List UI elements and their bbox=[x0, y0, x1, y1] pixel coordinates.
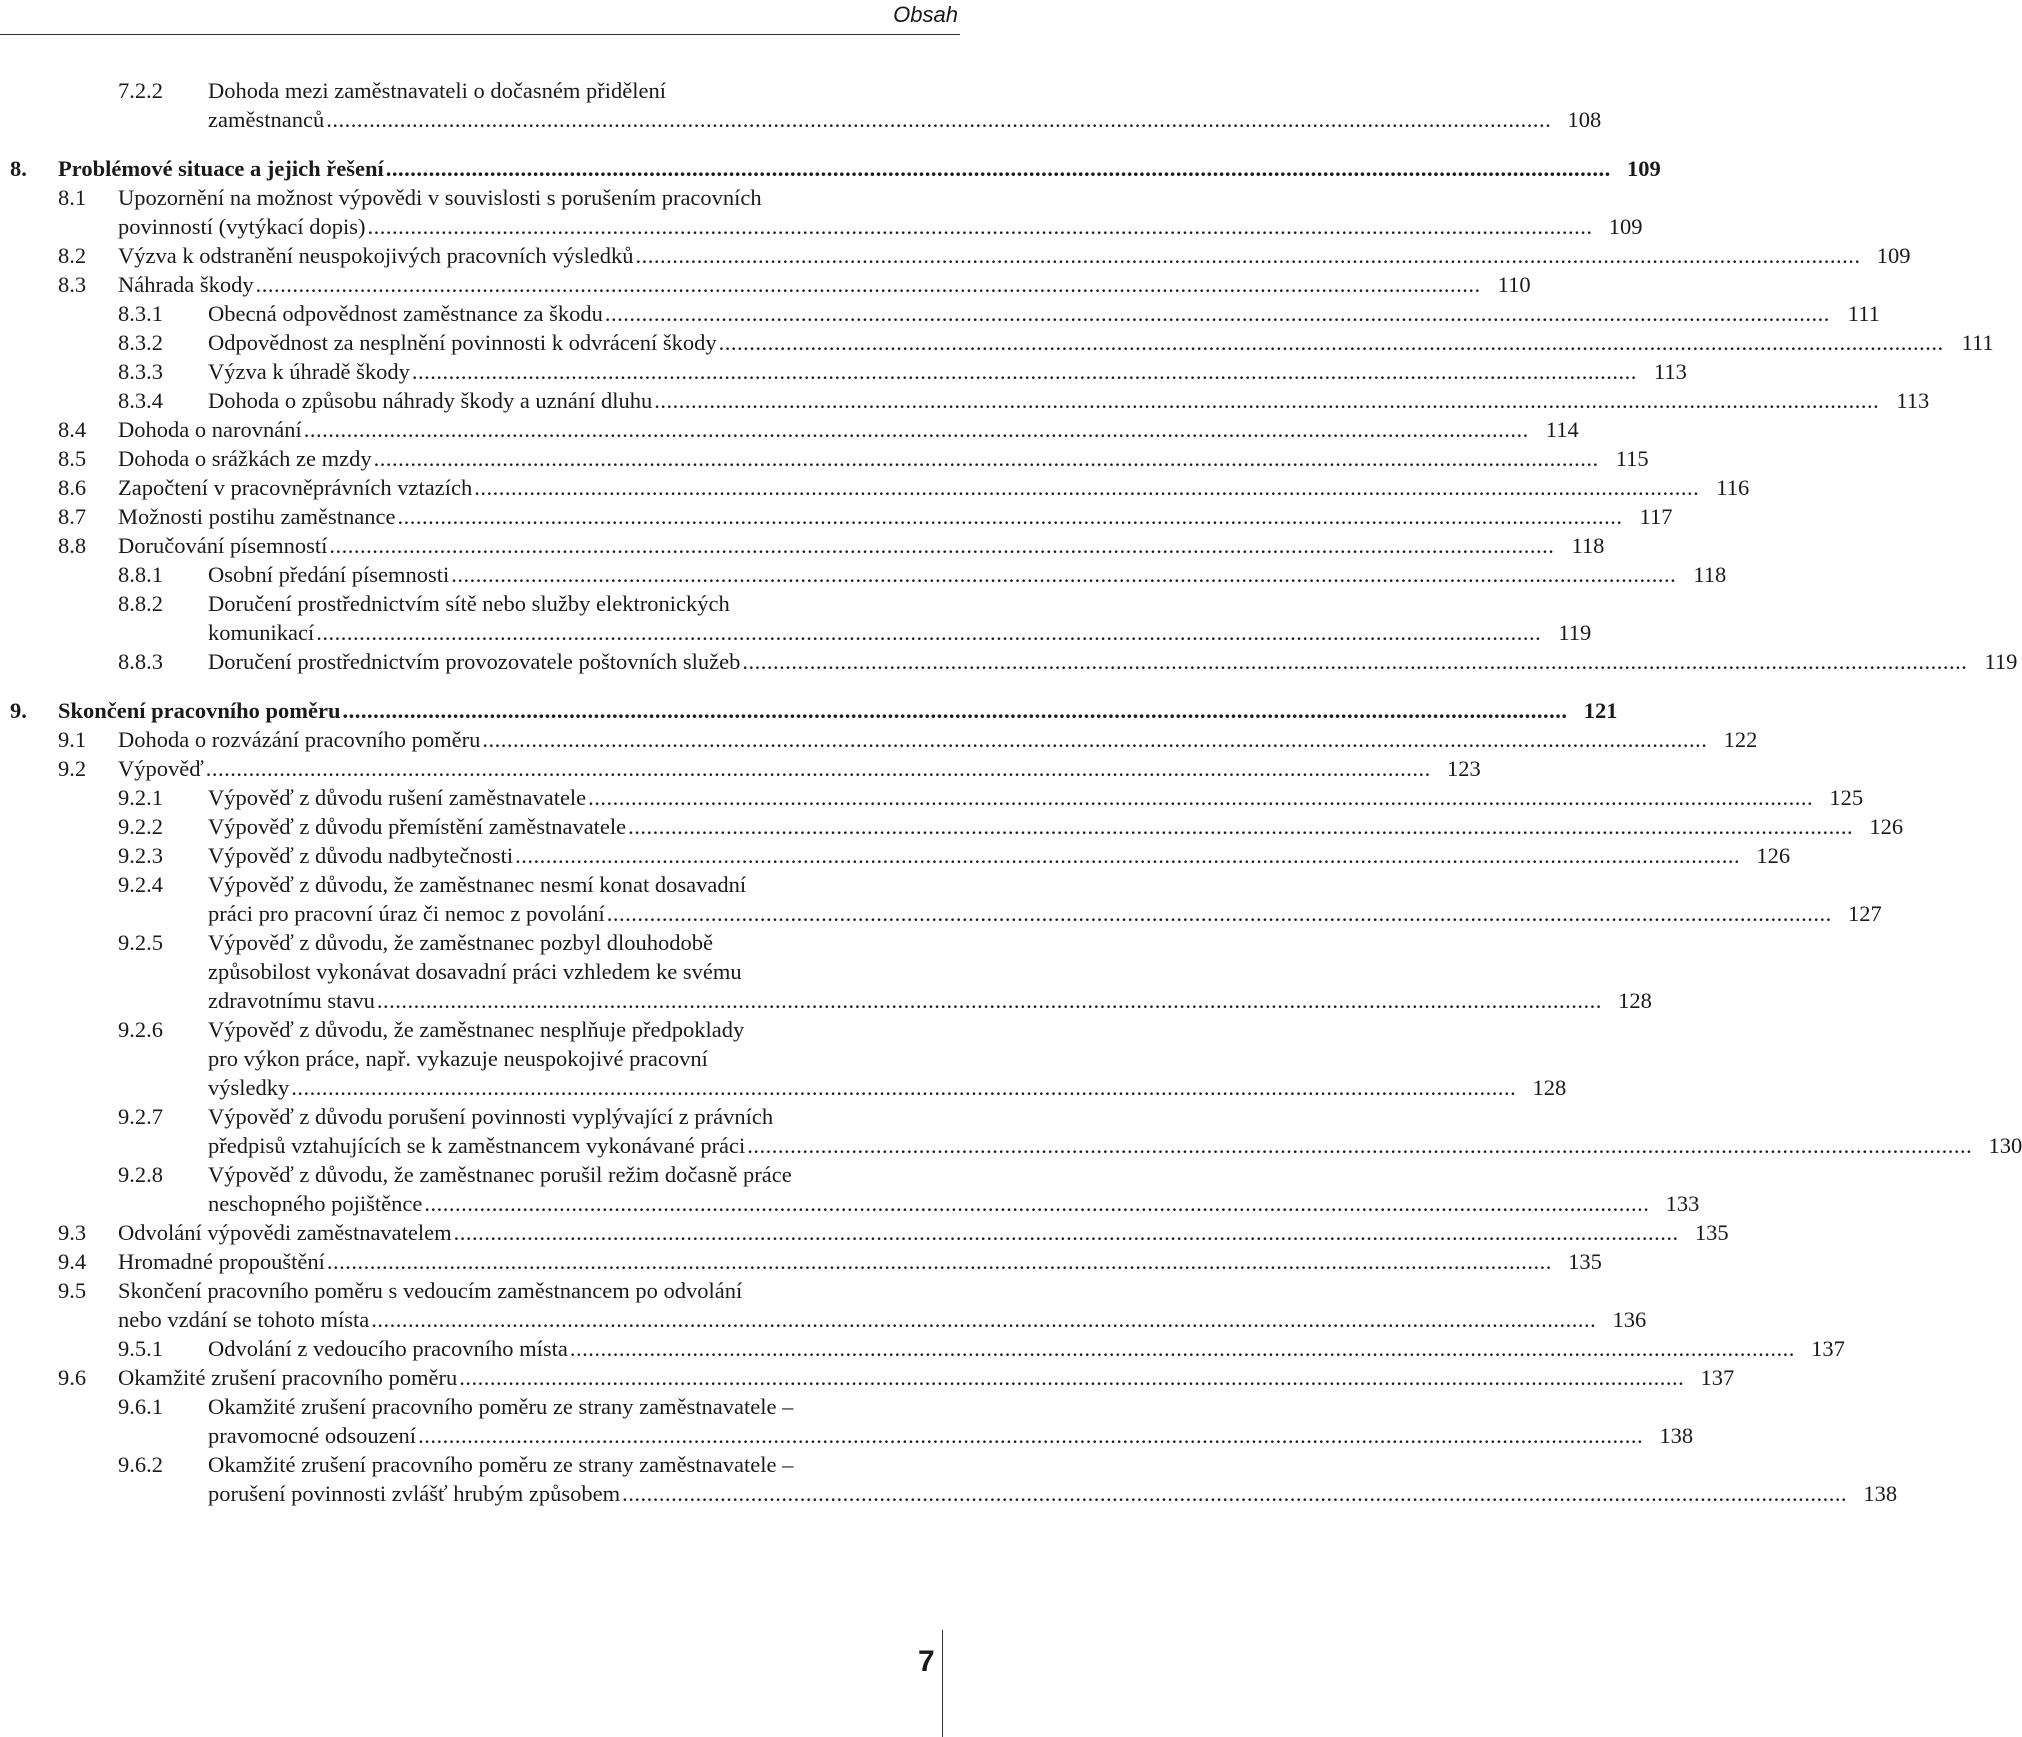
toc-entry-title-line: Započtení v pracovněprávních vztazích bbox=[118, 475, 473, 500]
toc-entry-title-line: Výpověď z důvodu porušení povinnosti vyplývající z právních bbox=[208, 1104, 774, 1129]
toc-entry[interactable] bbox=[0, 647, 2018, 676]
toc-entry-number: 9.5 bbox=[58, 1278, 87, 1303]
toc-entry-title-line: Výzva k odstranění neuspokojivých pracovních výsledků bbox=[118, 243, 634, 268]
toc-entry-title-line: Upozornění na možnost výpovědi v souvislosti s porušením pracovních bbox=[118, 185, 762, 210]
toc-entry[interactable] bbox=[0, 386, 1930, 415]
toc-entry-number: 9.2.7 bbox=[118, 1104, 163, 1129]
dot-leader: ........................................................................................................................................................................................................ bbox=[373, 446, 1599, 471]
toc-entry-title-line: předpisů vztahujících se k zaměstnancem vykonávané práci bbox=[208, 1133, 746, 1158]
toc-entry-title-line: Hromadné propouštění bbox=[118, 1249, 325, 1274]
toc-entry-page: 137 bbox=[1700, 1365, 1735, 1390]
toc-entry[interactable] bbox=[0, 1247, 1602, 1276]
toc-entry-number: 8.3.3 bbox=[118, 359, 163, 384]
toc-entry[interactable] bbox=[0, 560, 1727, 589]
toc-entry-page: 138 bbox=[1863, 1481, 1898, 1506]
table-of-contents bbox=[0, 76, 2022, 1508]
toc-entry[interactable] bbox=[0, 1450, 1898, 1508]
toc-entry[interactable] bbox=[0, 415, 1579, 444]
dot-leader: ........................................................................................................................................................................................................ bbox=[635, 243, 1861, 268]
toc-entry-number: 7.2.2 bbox=[118, 78, 163, 103]
toc-entry-number: 9.2 bbox=[58, 756, 87, 781]
toc-entry[interactable] bbox=[0, 696, 1618, 725]
dot-leader: ........................................................................................................................................................................................................ bbox=[329, 533, 1555, 558]
dot-leader: ........................................................................................................................................................................................................ bbox=[459, 1365, 1685, 1390]
toc-entry-title-line: nebo vzdání se tohoto místa bbox=[118, 1307, 370, 1332]
dot-leader: ........................................................................................................................................................................................................ bbox=[205, 756, 1431, 781]
toc-entry-page: 116 bbox=[1716, 475, 1750, 500]
toc-entry-title-line: Dohoda o narovnání bbox=[118, 417, 302, 442]
toc-entry-title-line: Dohoda o způsobu náhrady škody a uznání dluhu bbox=[208, 388, 653, 413]
toc-entry[interactable] bbox=[0, 1160, 1700, 1218]
dot-leader: ........................................................................................................................................................................................................ bbox=[367, 214, 1593, 239]
toc-entry-number: 8.8.1 bbox=[118, 562, 163, 587]
dot-leader: ........................................................................................................................................................................................................ bbox=[316, 620, 1542, 645]
dot-leader: ........................................................................................................................................................................................................ bbox=[376, 988, 1602, 1013]
toc-entry-page: 118 bbox=[1693, 562, 1727, 587]
toc-entry-page: 135 bbox=[1694, 1220, 1729, 1245]
toc-entry-page: 123 bbox=[1447, 756, 1481, 781]
toc-entry-title-line: Výzva k úhradě škody bbox=[208, 359, 410, 384]
toc-entry[interactable] bbox=[0, 531, 1605, 560]
toc-entry-title-line: Možnosti postihu zaměstnance bbox=[118, 504, 396, 529]
toc-entry[interactable] bbox=[0, 870, 1882, 928]
toc-entry-page: 138 bbox=[1659, 1423, 1694, 1448]
dot-leader: ........................................................................................................................................................................................................ bbox=[451, 562, 1677, 587]
dot-leader: ........................................................................................................................................................................................................ bbox=[326, 1249, 1552, 1274]
toc-entry-number: 8.3 bbox=[58, 272, 87, 297]
running-header: Obsah bbox=[893, 2, 958, 27]
toc-entry-page: 108 bbox=[1567, 107, 1602, 132]
toc-entry-title-line: Dohoda o srážkách ze mzdy bbox=[118, 446, 372, 471]
toc-entry-number: 8.7 bbox=[58, 504, 87, 529]
toc-entry-title-line: Doručení prostřednictvím sítě nebo služby elektronických bbox=[208, 591, 730, 616]
toc-entry-number: 9.5.1 bbox=[118, 1336, 163, 1361]
toc-entry-page: 115 bbox=[1615, 446, 1649, 471]
dot-leader: ........................................................................................................................................................................................................ bbox=[326, 107, 1552, 132]
dot-leader: ........................................................................................................................................................................................................ bbox=[515, 843, 1741, 868]
dot-leader: ........................................................................................................................................................................................................ bbox=[628, 814, 1854, 839]
toc-entry-number: 9.6.2 bbox=[118, 1452, 163, 1477]
toc-entry[interactable] bbox=[0, 502, 1673, 531]
toc-entry-number: 8.8 bbox=[58, 533, 87, 558]
toc-entry-number: 8.2 bbox=[58, 243, 87, 268]
toc-entry-number: 9.4 bbox=[58, 1249, 87, 1274]
toc-entry-page: 114 bbox=[1545, 417, 1579, 442]
toc-entry[interactable] bbox=[0, 299, 1880, 328]
toc-entry[interactable] bbox=[0, 76, 1602, 134]
toc-entry-page: 110 bbox=[1497, 272, 1531, 297]
toc-entry-number: 9.2.2 bbox=[118, 814, 163, 839]
dot-leader: ........................................................................................................................................................................................................ bbox=[742, 649, 1968, 674]
toc-entry-title-line: Výpověď bbox=[118, 756, 204, 781]
toc-entry-number: 8.4 bbox=[58, 417, 87, 442]
dot-leader: ........................................................................................................................................................................................................ bbox=[385, 156, 1611, 181]
toc-entry-number: 8.5 bbox=[58, 446, 87, 471]
toc-entry-number: 9. bbox=[10, 698, 27, 723]
toc-entry-number: 8. bbox=[10, 156, 27, 181]
toc-entry-number: 9.2.6 bbox=[118, 1017, 163, 1042]
toc-entry-title-line: Doručování písemností bbox=[118, 533, 328, 558]
toc-entry-number: 9.3 bbox=[58, 1220, 87, 1245]
dot-leader: ........................................................................................................................................................................................................ bbox=[604, 301, 1830, 326]
toc-entry-title-line: způsobilost vykonávat dosavadní práci vzhledem ke svému bbox=[208, 959, 742, 984]
toc-entry-page: 111 bbox=[1847, 301, 1880, 326]
toc-entry-number: 8.8.3 bbox=[118, 649, 163, 674]
toc-entry[interactable] bbox=[0, 1218, 1729, 1247]
dot-leader: ........................................................................................................................................................................................................ bbox=[482, 727, 1708, 752]
toc-entry-page: 137 bbox=[1811, 1336, 1845, 1361]
toc-entry-title-line: Doručení prostřednictvím provozovatele poštovních služeb bbox=[208, 649, 741, 674]
page-number: 7 bbox=[918, 1645, 935, 1678]
dot-leader: ........................................................................................................................................................................................................ bbox=[747, 1133, 1973, 1158]
page-number-divider bbox=[942, 1630, 943, 1737]
dot-leader: ........................................................................................................................................................................................................ bbox=[588, 785, 1814, 810]
toc-entry-page: 136 bbox=[1612, 1307, 1647, 1332]
toc-entry-number: 9.2.8 bbox=[118, 1162, 163, 1187]
toc-entry[interactable] bbox=[0, 1363, 1735, 1392]
toc-entry-title-line: Dohoda o rozvázání pracovního poměru bbox=[118, 727, 481, 752]
toc-entry-page: 109 bbox=[1876, 243, 1911, 268]
toc-entry[interactable] bbox=[0, 183, 1643, 241]
toc-entry-title-line: Okamžité zrušení pracovního poměru bbox=[118, 1365, 458, 1390]
toc-entry-title-line: Výpověď z důvodu, že zaměstnanec nesplňuje předpoklady bbox=[208, 1017, 745, 1042]
dot-leader: ........................................................................................................................................................................................................ bbox=[569, 1336, 1795, 1361]
toc-entry-page: 119 bbox=[1984, 649, 2018, 674]
toc-entry-number: 8.3.2 bbox=[118, 330, 163, 355]
toc-entry[interactable] bbox=[0, 444, 1649, 473]
toc-entry-page: 117 bbox=[1639, 504, 1673, 529]
toc-entry-page: 109 bbox=[1627, 156, 1661, 181]
toc-entry-title-line: Dohoda mezi zaměstnavateli o dočasném přidělení bbox=[208, 78, 666, 103]
dot-leader: ........................................................................................................................................................................................................ bbox=[654, 388, 1880, 413]
toc-entry[interactable] bbox=[0, 928, 1652, 1015]
toc-entry-page: 133 bbox=[1665, 1191, 1700, 1216]
toc-entry[interactable] bbox=[0, 589, 1592, 647]
toc-entry[interactable] bbox=[0, 154, 1661, 183]
toc-entry-number: 8.3.4 bbox=[118, 388, 163, 413]
toc-entry-page: 135 bbox=[1568, 1249, 1602, 1274]
dot-leader: ........................................................................................................................................................................................................ bbox=[718, 330, 1944, 355]
toc-entry[interactable] bbox=[0, 241, 1911, 270]
toc-entry-page: 128 bbox=[1618, 988, 1652, 1013]
toc-entry-title-line: Obecná odpovědnost zaměstnance za škodu bbox=[208, 301, 603, 326]
dot-leader: ........................................................................................................................................................................................................ bbox=[424, 1191, 1650, 1216]
toc-entry[interactable] bbox=[0, 783, 1864, 812]
toc-entry-title-line: Okamžité zrušení pracovního poměru ze strany zaměstnavatele – bbox=[208, 1452, 794, 1477]
toc-entry-title-line: Osobní předání písemnosti bbox=[208, 562, 450, 587]
toc-entry-page: 111 bbox=[1961, 330, 1994, 355]
toc-entry-title-line: výsledky bbox=[208, 1075, 290, 1100]
dot-leader: ........................................................................................................................................................................................................ bbox=[411, 359, 1637, 384]
dot-leader: ........................................................................................................................................................................................................ bbox=[371, 1307, 1597, 1332]
toc-entry-number: 9.6.1 bbox=[118, 1394, 163, 1419]
toc-entry-number: 9.2.5 bbox=[118, 930, 163, 955]
toc-entry-page: 122 bbox=[1723, 727, 1758, 752]
toc-entry-title-line: Odpovědnost za nesplnění povinnosti k odvrácení škody bbox=[208, 330, 717, 355]
toc-entry-number: 9.2.4 bbox=[118, 872, 163, 897]
toc-entry-page: 128 bbox=[1532, 1075, 1567, 1100]
toc-entry[interactable] bbox=[0, 754, 1481, 783]
toc-entry-page: 113 bbox=[1896, 388, 1930, 413]
toc-entry-title-line: Výpověď z důvodu přemístění zaměstnavatele bbox=[208, 814, 627, 839]
dot-leader: ........................................................................................................................................................................................................ bbox=[622, 1481, 1848, 1506]
toc-entry[interactable] bbox=[0, 841, 1791, 870]
toc-entry-number: 9.2.3 bbox=[118, 843, 163, 868]
toc-entry-title-line: Odvolání z vedoucího pracovního místa bbox=[208, 1336, 568, 1361]
toc-entry-number: 9.2.1 bbox=[118, 785, 163, 810]
dot-leader: ........................................................................................................................................................................................................ bbox=[418, 1423, 1644, 1448]
toc-entry[interactable] bbox=[0, 357, 1687, 386]
toc-entry-number: 8.1 bbox=[58, 185, 87, 210]
toc-entry[interactable] bbox=[0, 473, 1750, 502]
toc-entry[interactable] bbox=[0, 1015, 1567, 1102]
toc-entry-title-line: pro výkon práce, např. vykazuje neuspokojivé pracovní bbox=[208, 1046, 708, 1071]
toc-entry-title-line: neschopného pojištěnce bbox=[208, 1191, 423, 1216]
toc-entry-title-line: Výpověď z důvodu nadbytečnosti bbox=[208, 843, 514, 868]
toc-entry-title-line: Skončení pracovního poměru bbox=[58, 698, 341, 723]
toc-entry-title-line: Výpověď z důvodu, že zaměstnanec nesmí konat dosavadní bbox=[208, 872, 747, 897]
dot-leader: ........................................................................................................................................................................................................ bbox=[255, 272, 1481, 297]
toc-entry-page: 113 bbox=[1653, 359, 1687, 384]
dot-leader: ........................................................................................................................................................................................................ bbox=[303, 417, 1529, 442]
dot-leader: ........................................................................................................................................................................................................ bbox=[397, 504, 1623, 529]
toc-entry-page: 127 bbox=[1847, 901, 1882, 926]
header-divider bbox=[0, 34, 960, 35]
toc-entry[interactable] bbox=[0, 1276, 1647, 1334]
toc-entry-title-line: Náhrada škody bbox=[118, 272, 254, 297]
toc-entry-number: 8.6 bbox=[58, 475, 87, 500]
toc-entry-title-line: porušení povinnosti zvlášť hrubým způsobem bbox=[208, 1481, 621, 1506]
toc-entry-title-line: Výpověď z důvodu, že zaměstnanec pozbyl dlouhodobě bbox=[208, 930, 714, 955]
toc-entry-title-line: Výpověď z důvodu rušení zaměstnavatele bbox=[208, 785, 587, 810]
dot-leader: ........................................................................................................................................................................................................ bbox=[474, 475, 1700, 500]
toc-entry-title-line: Skončení pracovního poměru s vedoucím zaměstnancem po odvolání bbox=[118, 1278, 743, 1303]
toc-entry-page: 130 bbox=[1988, 1133, 2022, 1158]
toc-entry[interactable] bbox=[0, 1102, 2022, 1160]
dot-leader: ........................................................................................................................................................................................................ bbox=[453, 1220, 1679, 1245]
toc-entry-title-line: pravomocné odsouzení bbox=[208, 1423, 417, 1448]
dot-leader: ........................................................................................................................................................................................................ bbox=[342, 698, 1568, 723]
toc-entry-page: 126 bbox=[1756, 843, 1791, 868]
toc-entry-title-line: povinností (vytýkací dopis) bbox=[118, 214, 366, 239]
toc-entry-number: 8.3.1 bbox=[118, 301, 163, 326]
toc-entry-number: 9.6 bbox=[58, 1365, 87, 1390]
toc-entry[interactable] bbox=[0, 725, 1758, 754]
toc-entry-page: 125 bbox=[1829, 785, 1864, 810]
toc-entry-number: 9.1 bbox=[58, 727, 87, 752]
toc-entry-page: 126 bbox=[1869, 814, 1904, 839]
toc-entry-title-line: zaměstnanců bbox=[208, 107, 325, 132]
toc-entry[interactable] bbox=[0, 812, 1904, 841]
toc-entry-title-line: práci pro pracovní úraz či nemoc z povolání bbox=[208, 901, 605, 926]
toc-entry-title-line: Výpověď z důvodu, že zaměstnanec porušil režim dočasně práce bbox=[208, 1162, 792, 1187]
dot-leader: ........................................................................................................................................................................................................ bbox=[606, 901, 1832, 926]
toc-entry-number: 8.8.2 bbox=[118, 591, 163, 616]
toc-entry[interactable] bbox=[0, 328, 1994, 357]
toc-entry-title-line: Okamžité zrušení pracovního poměru ze strany zaměstnavatele – bbox=[208, 1394, 794, 1419]
toc-entry-page: 118 bbox=[1571, 533, 1605, 558]
toc-entry-title-line: Problémové situace a jejich řešení bbox=[58, 156, 384, 181]
toc-entry[interactable] bbox=[0, 1392, 1694, 1450]
toc-entry[interactable] bbox=[0, 1334, 1845, 1363]
toc-entry-page: 121 bbox=[1583, 698, 1618, 723]
dot-leader: ........................................................................................................................................................................................................ bbox=[291, 1075, 1517, 1100]
toc-entry-page: 109 bbox=[1608, 214, 1643, 239]
toc-entry-title-line: Odvolání výpovědi zaměstnavatelem bbox=[118, 1220, 452, 1245]
toc-entry-title-line: komunikací bbox=[208, 620, 315, 645]
toc-entry-page: 119 bbox=[1558, 620, 1592, 645]
toc-entry-title-line: zdravotnímu stavu bbox=[208, 988, 375, 1013]
toc-entry[interactable] bbox=[0, 270, 1531, 299]
